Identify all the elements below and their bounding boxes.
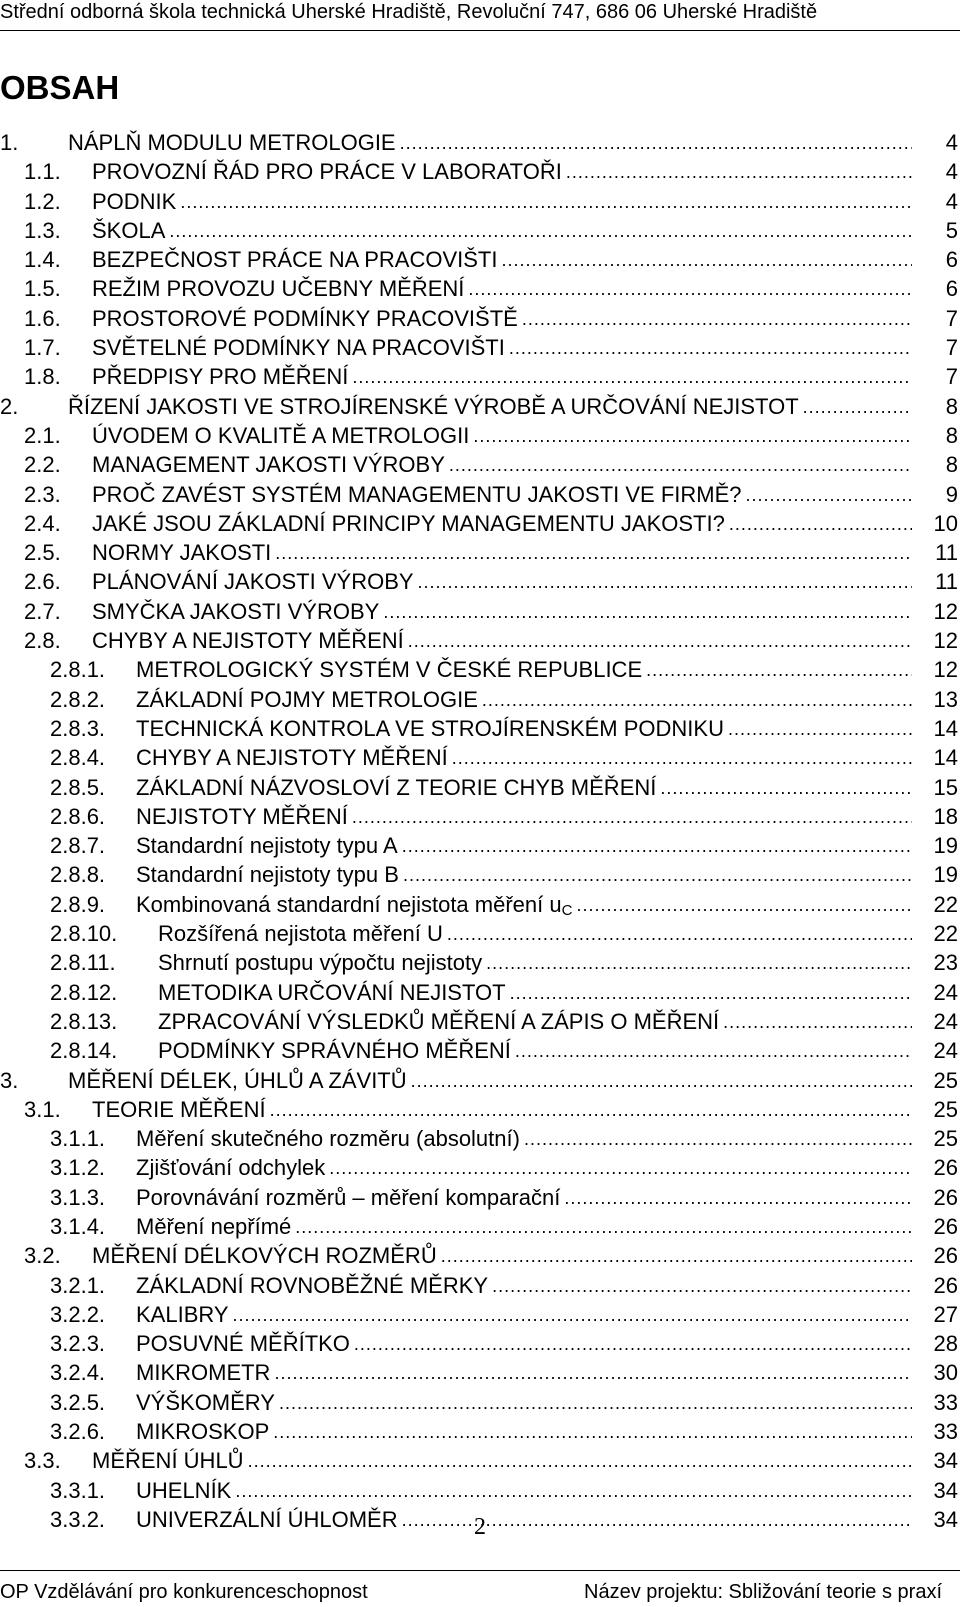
toc-entry-label-text: PODNIK bbox=[92, 188, 177, 214]
toc-dot-leader bbox=[452, 744, 912, 773]
toc-dot-leader bbox=[522, 305, 912, 334]
toc-entry-number: 2.6. bbox=[24, 569, 61, 595]
toc-entry-page: 26 bbox=[933, 1213, 958, 1239]
toc-entry-label-text: UHELNÍK bbox=[136, 1477, 232, 1503]
toc-entry-label bbox=[92, 421, 469, 450]
toc-entry-page: 10 bbox=[933, 510, 958, 536]
toc-entry[interactable] bbox=[0, 509, 960, 538]
page-header: Střední odborná škola technická Uherské Hradiště, Revoluční 747, 686 06 Uherské Hradiště bbox=[0, 0, 960, 31]
toc-entry-page: 27 bbox=[933, 1301, 958, 1327]
toc-dot-leader bbox=[402, 832, 912, 861]
toc-entry-label bbox=[92, 187, 176, 216]
toc-entry-number: 2.8.13. bbox=[50, 1008, 118, 1034]
toc-entry-label-text: CHYBY A NEJISTOTY MĚŘENÍ bbox=[136, 745, 448, 771]
toc-entry-label bbox=[92, 567, 414, 596]
toc-entry-label-text: NORMY JAKOSTI bbox=[92, 540, 272, 566]
toc-entry-label-text: Standardní nejistoty typu B bbox=[136, 862, 399, 888]
toc-dot-leader bbox=[482, 686, 912, 715]
toc-entry-subscript: C bbox=[561, 901, 573, 919]
toc-entry-number: 3.1.2. bbox=[50, 1155, 106, 1181]
toc-entry-number: 1.7. bbox=[24, 335, 61, 361]
toc-entry-label-text: TECHNICKÁ KONTROLA VE STROJÍRENSKÉM PODNIKU bbox=[136, 715, 724, 741]
toc-entry-number: 3. bbox=[0, 1067, 19, 1093]
toc-entry[interactable] bbox=[0, 1212, 960, 1241]
toc-entry-label-text: JAKÉ JSOU ZÁKLADNÍ PRINCIPY MANAGEMENTU JAKOSTI? bbox=[92, 510, 725, 536]
toc-entry-label bbox=[136, 1476, 231, 1505]
toc-entry-number: 2.8.10. bbox=[50, 921, 118, 947]
toc-dot-leader bbox=[329, 1154, 912, 1183]
toc-entry-number: 2.4. bbox=[24, 510, 61, 536]
toc-entry-number: 2.5. bbox=[24, 540, 61, 566]
toc-entry[interactable] bbox=[0, 421, 960, 450]
toc-entry-label-text: MĚŘENÍ DÉLKOVÝCH ROZMĚRŮ bbox=[92, 1243, 437, 1269]
toc-dot-leader bbox=[411, 1067, 912, 1096]
toc-entry-page: 22 bbox=[933, 891, 958, 917]
toc-entry-label bbox=[136, 1388, 275, 1417]
toc-entry-label bbox=[136, 1271, 488, 1300]
toc-entry-page: 26 bbox=[933, 1243, 958, 1269]
toc-entry-number: 3.1.3. bbox=[50, 1184, 106, 1210]
toc-entry-label-text: PŘEDPISY PRO MĚŘENÍ bbox=[92, 364, 349, 390]
toc-entry-label-text: POSUVNÉ MĚŘÍTKO bbox=[136, 1331, 350, 1357]
toc-entry-label bbox=[92, 1095, 266, 1124]
toc-entry-page: 6 bbox=[945, 276, 958, 302]
toc-entry-label bbox=[92, 597, 379, 626]
toc-dot-leader bbox=[576, 891, 912, 920]
toc-dot-leader bbox=[274, 1359, 912, 1388]
toc-entry-label-text: SMYČKA JAKOSTI VÝROBY bbox=[92, 598, 380, 624]
toc-dot-leader bbox=[403, 861, 912, 890]
toc-entry-label bbox=[92, 538, 271, 567]
toc-entry-label-text: ŠKOLA bbox=[92, 217, 166, 243]
toc-entry-label-text: TEORIE MĚŘENÍ bbox=[92, 1096, 266, 1122]
toc-entry-page: 12 bbox=[933, 657, 958, 683]
footer-left-text: OP Vzdělávání pro konkurenceschopnost bbox=[0, 1581, 368, 1603]
toc-entry-number: 2.8.4. bbox=[50, 745, 106, 771]
toc-entry-label-text: KALIBRY bbox=[136, 1301, 229, 1327]
toc-entry[interactable] bbox=[0, 890, 960, 919]
toc-entry-label-text: ZPRACOVÁNÍ VÝSLEDKŮ MĚŘENÍ A ZÁPIS O MĚŘENÍ bbox=[158, 1008, 720, 1034]
toc-entry-page: 6 bbox=[945, 247, 958, 273]
toc-entry-label-text: PODMÍNKY SPRÁVNÉHO MĚŘENÍ bbox=[158, 1038, 511, 1064]
toc-entry[interactable] bbox=[0, 1417, 960, 1446]
toc-entry[interactable] bbox=[0, 333, 960, 362]
toc-entry-label bbox=[92, 450, 445, 479]
toc-entry-label bbox=[92, 157, 562, 186]
toc-entry[interactable] bbox=[0, 304, 960, 333]
toc-entry[interactable] bbox=[0, 1066, 960, 1095]
toc-entry-number: 2.1. bbox=[24, 422, 61, 448]
toc-dot-leader bbox=[566, 158, 912, 187]
toc-entry-label bbox=[68, 392, 799, 421]
toc-entry-label bbox=[136, 1124, 520, 1153]
toc-entry-number: 2.2. bbox=[24, 452, 61, 478]
toc-entry-number: 1.1. bbox=[24, 159, 61, 185]
toc-entry-label-text: METODIKA URČOVÁNÍ NEJISTOT bbox=[158, 979, 506, 1005]
toc-entry[interactable] bbox=[0, 1095, 960, 1124]
toc-entry[interactable] bbox=[0, 567, 960, 596]
toc-entry-number: 3.2.3. bbox=[50, 1331, 106, 1357]
toc-entry-page: 7 bbox=[945, 305, 958, 331]
toc-dot-leader bbox=[279, 1389, 912, 1418]
toc-entry[interactable] bbox=[0, 392, 960, 421]
toc-entry[interactable] bbox=[0, 1300, 960, 1329]
toc-entry-label-text: NÁPLŇ MODULU METROLOGIE bbox=[68, 130, 396, 155]
toc-entry-number: 1.6. bbox=[24, 305, 61, 331]
toc-entry-label-text: BEZPEČNOST PRÁCE NA PRACOVIŠTI bbox=[92, 247, 498, 273]
toc-entry-page: 30 bbox=[933, 1360, 958, 1386]
toc-entry-page: 12 bbox=[933, 628, 958, 654]
toc-entry-number: 3.2.6. bbox=[50, 1419, 106, 1445]
toc-entry[interactable] bbox=[0, 685, 960, 714]
toc-entry-number: 3.1.1. bbox=[50, 1126, 106, 1152]
toc-entry-number: 2.8. bbox=[24, 628, 61, 654]
toc-entry-page: 12 bbox=[933, 598, 958, 624]
toc-entry-page: 18 bbox=[933, 803, 958, 829]
toc-entry-number: 3.2. bbox=[24, 1243, 61, 1269]
toc-dot-leader bbox=[515, 1037, 912, 1066]
toc-entry-label-text: SVĚTELNÉ PODMÍNKY NA PRACOVIŠTI bbox=[92, 335, 505, 361]
toc-entry[interactable] bbox=[0, 1329, 960, 1358]
toc-dot-leader bbox=[248, 1447, 912, 1476]
toc-entry-label-text: PROČ ZAVÉST SYSTÉM MANAGEMENTU JAKOSTI VE FIRMĚ? bbox=[92, 481, 742, 507]
toc-entry-label bbox=[92, 509, 725, 538]
toc-entry-page: 7 bbox=[945, 335, 958, 361]
toc-dot-leader bbox=[180, 188, 912, 217]
toc-entry[interactable] bbox=[0, 831, 960, 860]
toc-entry-page: 22 bbox=[933, 921, 958, 947]
toc-entry-page: 34 bbox=[933, 1506, 958, 1532]
toc-dot-leader bbox=[728, 715, 912, 744]
toc-entry[interactable] bbox=[0, 1358, 960, 1387]
toc-entry-number: 2.3. bbox=[24, 481, 61, 507]
toc-entry[interactable] bbox=[0, 1124, 960, 1153]
toc-entry-number: 3.2.1. bbox=[50, 1272, 106, 1298]
footer-right-text: Název projektu: Sbližování teorie s praxí bbox=[584, 1581, 942, 1603]
page-footer bbox=[0, 1570, 960, 1604]
toc-entry-label bbox=[136, 1358, 270, 1387]
toc-entry-label bbox=[158, 1007, 719, 1036]
toc-entry-page: 13 bbox=[933, 686, 958, 712]
toc-entry-number: 1.8. bbox=[24, 364, 61, 390]
toc-entry-label-text: VÝŠKOMĚRY bbox=[136, 1389, 275, 1415]
toc-entry[interactable] bbox=[0, 128, 960, 157]
toc-entry-label-text: Shrnutí postupu výpočtu nejistoty bbox=[158, 950, 483, 976]
toc-entry-number: 1. bbox=[0, 130, 19, 155]
toc-entry[interactable] bbox=[0, 860, 960, 889]
toc-entry-page: 28 bbox=[933, 1331, 958, 1357]
toc-entry-label bbox=[68, 1066, 407, 1095]
toc-entry-label-text: Rozšířená nejistota měření U bbox=[158, 921, 443, 947]
toc-entry-label-text: ŘÍZENÍ JAKOSTI VE STROJÍRENSKÉ VÝROBĚ A URČOVÁNÍ NEJISTOT bbox=[68, 393, 799, 419]
toc-entry-page: 24 bbox=[933, 1038, 958, 1064]
toc-entry-label bbox=[92, 1241, 437, 1270]
toc-entry-label bbox=[136, 802, 348, 831]
toc-entry-number: 1.5. bbox=[24, 276, 61, 302]
toc-entry-page: 11 bbox=[935, 569, 958, 595]
toc-entry-label bbox=[136, 1300, 229, 1329]
toc-dot-leader bbox=[270, 1096, 912, 1125]
toc-entry-number: 2.8.12. bbox=[50, 979, 118, 1005]
toc-entry-number: 2.8.7. bbox=[50, 833, 106, 859]
toc-entry-label-text: METROLOGICKÝ SYSTÉM V ČESKÉ REPUBLICE bbox=[136, 657, 643, 683]
toc-entry-page: 23 bbox=[933, 950, 958, 976]
toc-entry-label bbox=[136, 685, 478, 714]
toc-entry[interactable] bbox=[0, 362, 960, 391]
toc-entry[interactable] bbox=[0, 480, 960, 509]
toc-entry-page: 26 bbox=[933, 1155, 958, 1181]
toc-entry-page: 25 bbox=[933, 1096, 958, 1122]
toc-entry-page: 34 bbox=[933, 1477, 958, 1503]
toc-entry-page: 7 bbox=[945, 364, 958, 390]
toc-entry-label-text: ZÁKLADNÍ NÁZVOSLOVÍ Z TEORIE CHYB MĚŘENÍ bbox=[136, 774, 657, 800]
toc-entry-label-text: Zjišťování odchylek bbox=[136, 1155, 326, 1181]
toc-entry-number: 3.3.1. bbox=[50, 1477, 106, 1503]
toc-entry-label-text: Standardní nejistoty typu A bbox=[136, 833, 398, 859]
toc-entry-number: 2.7. bbox=[24, 598, 61, 624]
toc-dot-leader bbox=[408, 627, 912, 656]
toc-entry-page: 26 bbox=[933, 1184, 958, 1210]
toc-entry-label bbox=[92, 480, 742, 509]
toc-dot-leader bbox=[169, 217, 912, 246]
toc-entry-label bbox=[136, 773, 656, 802]
toc-entry-label-text: ZÁKLADNÍ POJMY METROLOGIE bbox=[136, 686, 478, 712]
toc-entry-page: 4 bbox=[945, 159, 958, 185]
toc-entry-page: 15 bbox=[933, 774, 958, 800]
toc-entry-label bbox=[92, 245, 497, 274]
toc-dot-leader bbox=[352, 803, 912, 832]
toc-entry-label-text: Porovnávání rozměrů – měření komparační bbox=[136, 1184, 561, 1210]
toc-entry[interactable] bbox=[0, 919, 960, 948]
toc-entry-label bbox=[92, 304, 518, 333]
table-of-contents bbox=[0, 128, 960, 1534]
toc-entry[interactable] bbox=[0, 655, 960, 684]
page-title: OBSAH bbox=[0, 69, 120, 106]
toc-entry-label-text: Měření skutečného rozměru (absolutní) bbox=[136, 1126, 520, 1152]
toc-entry-label-text: PROVOZNÍ ŘÁD PRO PRÁCE V LABORATOŘI bbox=[92, 159, 562, 185]
toc-entry[interactable] bbox=[0, 773, 960, 802]
toc-entry-page: 19 bbox=[933, 862, 958, 888]
toc-entry-page: 8 bbox=[945, 393, 958, 419]
toc-entry-label-text: CHYBY A NEJISTOTY MĚŘENÍ bbox=[92, 628, 404, 654]
toc-entry[interactable] bbox=[0, 216, 960, 245]
toc-entry[interactable] bbox=[0, 1183, 960, 1212]
toc-entry-label-text: ÚVODEM O KVALITĚ A METROLOGII bbox=[92, 422, 470, 448]
toc-entry[interactable] bbox=[0, 1271, 960, 1300]
toc-entry-page: 26 bbox=[933, 1272, 958, 1298]
toc-entry-number: 2.8.8. bbox=[50, 862, 106, 888]
toc-entry-label bbox=[136, 860, 399, 889]
toc-entry-label-text: Kombinovaná standardní nejistota měření u bbox=[136, 891, 562, 917]
toc-dot-leader bbox=[723, 1008, 912, 1037]
toc-dot-leader bbox=[501, 246, 912, 275]
toc-entry-label bbox=[158, 919, 443, 948]
toc-entry-label bbox=[136, 1417, 269, 1446]
toc-entry-label bbox=[136, 831, 398, 860]
toc-entry-label bbox=[92, 1446, 244, 1475]
toc-dot-leader bbox=[418, 568, 912, 597]
toc-entry-number: 2.8.1. bbox=[50, 657, 106, 683]
toc-entry-label bbox=[92, 274, 464, 303]
toc-entry[interactable] bbox=[0, 626, 960, 655]
toc-entry[interactable] bbox=[0, 245, 960, 274]
toc-entry-label bbox=[136, 1153, 325, 1182]
toc-dot-leader bbox=[524, 1125, 912, 1154]
toc-dot-leader bbox=[509, 334, 912, 363]
toc-entry-number: 3.1.4. bbox=[50, 1213, 106, 1239]
toc-entry-page: 33 bbox=[933, 1389, 958, 1415]
toc-entry-label bbox=[68, 128, 396, 157]
toc-entry-page: 24 bbox=[933, 1008, 958, 1034]
toc-entry[interactable] bbox=[0, 274, 960, 303]
toc-entry[interactable] bbox=[0, 978, 960, 1007]
toc-dot-leader bbox=[233, 1301, 912, 1330]
toc-entry-number: 2.8.3. bbox=[50, 715, 106, 741]
toc-dot-leader bbox=[486, 949, 912, 978]
toc-entry-number: 1.4. bbox=[24, 247, 61, 273]
toc-entry-page: 33 bbox=[933, 1419, 958, 1445]
toc-entry-number: 3.3.2. bbox=[50, 1506, 106, 1532]
toc-dot-leader bbox=[660, 774, 912, 803]
toc-entry-page: 4 bbox=[945, 130, 958, 155]
toc-entry[interactable] bbox=[0, 948, 960, 977]
toc-dot-leader bbox=[510, 979, 912, 1008]
toc-entry-label-text: MIKROMETR bbox=[136, 1360, 271, 1386]
toc-dot-leader bbox=[273, 1418, 912, 1447]
toc-entry-label bbox=[158, 978, 506, 1007]
toc-dot-leader bbox=[352, 363, 912, 392]
toc-entry-label-text: MĚŘENÍ ÚHLŮ bbox=[92, 1448, 244, 1474]
toc-dot-leader bbox=[646, 656, 912, 685]
toc-entry-label bbox=[158, 1036, 511, 1065]
toc-entry-label bbox=[92, 362, 348, 391]
toc-entry-number: 2.8.14. bbox=[50, 1038, 118, 1064]
toc-dot-leader bbox=[564, 1184, 912, 1213]
toc-dot-leader bbox=[400, 129, 912, 158]
toc-entry-label-text: MIKROSKOP bbox=[136, 1419, 270, 1445]
toc-entry-number: 2.8.2. bbox=[50, 686, 106, 712]
toc-dot-leader bbox=[729, 510, 912, 539]
toc-entry-number: 3.1. bbox=[24, 1096, 61, 1122]
toc-entry[interactable] bbox=[0, 1036, 960, 1065]
toc-entry-page: 19 bbox=[933, 833, 958, 859]
toc-entry-label bbox=[92, 333, 505, 362]
toc-entry-page: 5 bbox=[945, 217, 958, 243]
toc-entry[interactable] bbox=[0, 1476, 960, 1505]
toc-entry-number: 2.8.11. bbox=[50, 950, 116, 976]
toc-entry-page: 4 bbox=[945, 188, 958, 214]
toc-entry-page: 25 bbox=[933, 1067, 958, 1093]
toc-entry-page: 34 bbox=[933, 1448, 958, 1474]
toc-entry-number: 2.8.6. bbox=[50, 803, 106, 829]
toc-entry-number: 2.8.9. bbox=[50, 891, 106, 917]
toc-entry-page: 8 bbox=[945, 422, 958, 448]
toc-entry-label-text: MANAGEMENT JAKOSTI VÝROBY bbox=[92, 452, 445, 478]
page-number: 2 bbox=[474, 1514, 486, 1540]
toc-entry[interactable] bbox=[0, 157, 960, 186]
toc-dot-leader bbox=[295, 1213, 912, 1242]
toc-entry-label bbox=[158, 948, 482, 977]
toc-dot-leader bbox=[275, 539, 912, 568]
toc-entry[interactable] bbox=[0, 538, 960, 567]
toc-entry-label bbox=[136, 655, 642, 684]
toc-entry-number: 3.2.5. bbox=[50, 1389, 106, 1415]
toc-dot-leader bbox=[447, 920, 912, 949]
toc-entry[interactable] bbox=[0, 1153, 960, 1182]
toc-dot-leader bbox=[449, 451, 912, 480]
toc-entry-label bbox=[136, 743, 448, 772]
toc-entry-label-text: PLÁNOVÁNÍ JAKOSTI VÝROBY bbox=[92, 569, 414, 595]
toc-entry-label bbox=[92, 216, 165, 245]
toc-entry[interactable] bbox=[0, 1007, 960, 1036]
toc-entry-number: 2. bbox=[0, 393, 19, 419]
toc-entry-label bbox=[136, 714, 724, 743]
toc-dot-leader bbox=[354, 1330, 912, 1359]
toc-entry[interactable] bbox=[0, 1241, 960, 1270]
toc-entry-page: 24 bbox=[933, 979, 958, 1005]
toc-entry-label-text: MĚŘENÍ DÉLEK, ÚHLŮ A ZÁVITŮ bbox=[68, 1067, 407, 1093]
toc-dot-leader bbox=[383, 598, 912, 627]
toc-dot-leader bbox=[441, 1242, 912, 1271]
toc-entry[interactable] bbox=[0, 1446, 960, 1475]
toc-entry-page: 11 bbox=[935, 540, 958, 566]
toc-entry[interactable] bbox=[0, 187, 960, 216]
toc-entry-label bbox=[136, 1183, 560, 1212]
toc-entry-label-text: ZÁKLADNÍ ROVNOBĚŽNÉ MĚRKY bbox=[136, 1272, 489, 1298]
toc-entry-label bbox=[136, 1212, 291, 1241]
toc-dot-leader bbox=[473, 422, 912, 451]
toc-entry-label-text: UNIVERZÁLNÍ ÚHLOMĚR bbox=[136, 1506, 398, 1532]
toc-entry-page: 9 bbox=[945, 481, 958, 507]
toc-entry-number: 3.2.2. bbox=[50, 1301, 106, 1327]
toc-entry[interactable] bbox=[0, 1388, 960, 1417]
toc-entry-number: 2.8.5. bbox=[50, 774, 106, 800]
toc-entry-number: 1.2. bbox=[24, 188, 61, 214]
toc-dot-leader bbox=[468, 275, 912, 304]
toc-entry-number: 1.3. bbox=[24, 217, 61, 243]
toc-entry[interactable] bbox=[0, 597, 960, 626]
toc-dot-leader bbox=[746, 481, 912, 510]
toc-entry[interactable] bbox=[0, 450, 960, 479]
toc-entry-number: 3.2.4. bbox=[50, 1360, 106, 1386]
toc-dot-leader bbox=[803, 393, 912, 422]
toc-entry-label bbox=[92, 626, 404, 655]
toc-dot-leader bbox=[492, 1272, 912, 1301]
toc-entry-label-text: REŽIM PROVOZU UČEBNY MĚŘENÍ bbox=[92, 276, 465, 302]
toc-entry-page: 14 bbox=[933, 745, 958, 771]
toc-entry[interactable] bbox=[0, 802, 960, 831]
toc-entry-label-text: NEJISTOTY MĚŘENÍ bbox=[136, 803, 348, 829]
toc-entry-number: 3.3. bbox=[24, 1448, 61, 1474]
toc-entry-label-text: PROSTOROVÉ PODMÍNKY PRACOVIŠTĚ bbox=[92, 305, 518, 331]
toc-dot-leader bbox=[235, 1477, 912, 1506]
toc-entry-label-text: Měření nepřímé bbox=[136, 1213, 292, 1239]
toc-entry[interactable] bbox=[0, 714, 960, 743]
toc-entry[interactable] bbox=[0, 743, 960, 772]
toc-entry-label bbox=[136, 1329, 350, 1358]
toc-entry-page: 14 bbox=[933, 715, 958, 741]
toc-entry-page: 8 bbox=[945, 452, 958, 478]
toc-entry-page: 25 bbox=[933, 1126, 958, 1152]
